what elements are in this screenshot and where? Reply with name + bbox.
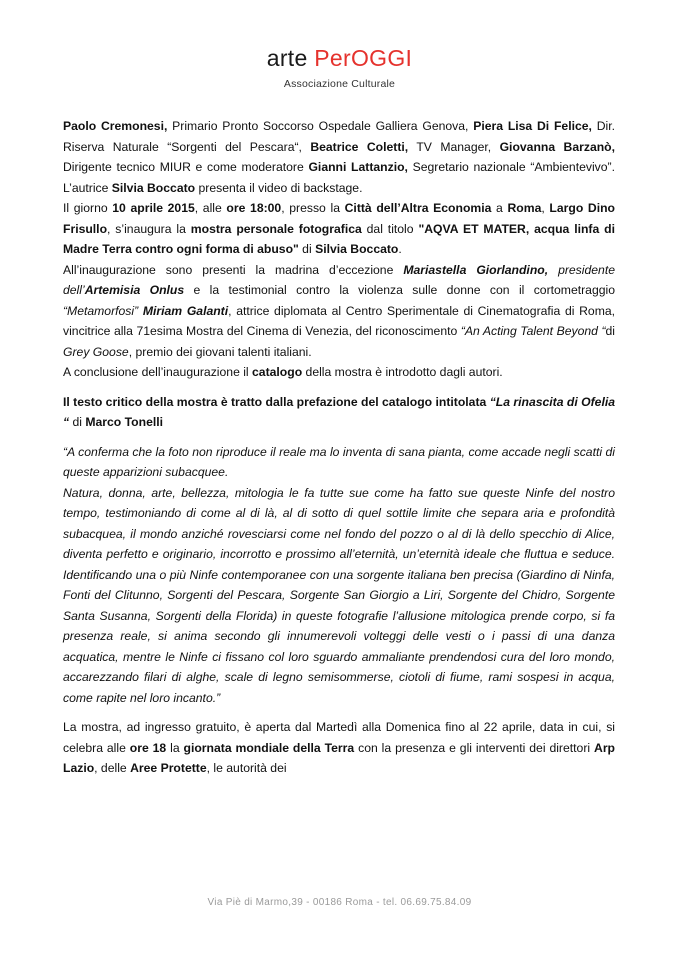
sponsor-name: Grey Goose: [63, 344, 129, 359]
author-name: Silvia Boccato: [111, 180, 196, 195]
exhibition-title: "AQVA ET MATER, acqua linfa di Madre Terra contro ogni forma di abuso": [63, 221, 615, 256]
text-span: , alle: [194, 201, 227, 215]
text-span: con la presenza e gli interventi dei direttori: [354, 740, 595, 755]
organization-name: Arp Lazio: [63, 740, 616, 775]
author-name: Silvia Boccato: [315, 242, 399, 256]
text-span: TV Manager,: [408, 139, 500, 154]
letterhead-subtitle: Associazione Culturale: [283, 78, 396, 90]
text-span: della mostra è introdotto dagli autori.: [302, 365, 503, 379]
catalog-term: catalogo: [252, 365, 303, 379]
speaker-name: Piera Lisa Di Felice,: [473, 119, 592, 133]
critic-name: Marco Tonelli: [85, 415, 164, 429]
speaker-name: Giovanna Barzanò,: [499, 139, 615, 154]
guest-name: Mariastella Giorlandino,: [403, 262, 549, 277]
text-span: A conclusione dell’inaugurazione il: [63, 365, 253, 379]
text-span: Dirigente tecnico MIUR e come moderatore: [63, 160, 309, 174]
logo: [0, 44, 679, 72]
paragraph-speakers: [63, 116, 615, 198]
paragraph-catalog: [63, 362, 615, 383]
paragraph-opening-hours: [63, 717, 615, 779]
guest-name: Miriam Galanti: [142, 303, 229, 318]
event-name: giornata mondiale della Terra: [183, 740, 355, 755]
quote-text: Natura, donna, arte, bellezza, mitologia le fa tutte sue come ha fatto sue queste Ninfe del nostro tempo, testimoniando di come al di là, al di sotto di quel sottile limite che separa aria e profondità subacquea, il mondo anziché rovesciarsi come nel fondo del pozzo o al di là dello specchio di Alice, diventa perfetto e originario, incorrotto e prossimo all’eternità, un’eternità ideale che fluttua e seduce. Identificando una o più Ninfe contemporanee con una sorgente italiana ben precisa (Giardino di Ninfa, Fonti del Clitunno, Sorgenti del Pescara, Sorgente San Giorgio a Liri, Sorgente del Chidro, Sorgente Santa Susanna, Sorgenti della Florida) in queste fotografie l’allusione mitologica prende corpo, si fa presenza reale, si anima secondo gli innumerevoli volteggi delle vesti o i passi di una danza acquatica, mentre le Ninfe ci fissano col loro sguardo ammaliante prendendosi cura del loro mondo, accarezzando filari di alghe, scale di legno semisommerse, ciotoli di fiume, rami sospesi in acqua, come rapite nel loro incanto.”: [63, 485, 615, 705]
text-span: ,: [541, 201, 550, 215]
preface-title: “La rinascita di Ofelia “: [63, 394, 615, 429]
quote-text: “A conferma che la foto non riproduce il reale ma lo inventa di sana pianta, come accade negli scatti di queste apparizioni subacquee.: [63, 444, 615, 479]
logo-text-per: Per: [314, 45, 351, 71]
speaker-name: Beatrice Coletti,: [310, 139, 409, 154]
text-span: la: [166, 740, 184, 755]
award-name: “An Acting Talent Beyond “: [460, 324, 606, 338]
logo-text-oggi: OGGI: [350, 45, 413, 71]
quote-paragraph-2: [63, 483, 615, 709]
text-span: Il giorno: [63, 201, 113, 215]
text-span: di: [69, 415, 86, 429]
text-span: .: [398, 242, 402, 256]
quote-paragraph-1: [63, 442, 615, 483]
text-span: di: [605, 324, 616, 338]
text-span: , s’inaugura la: [107, 221, 191, 236]
organization-name: Aree Protette: [130, 761, 207, 775]
letterhead: [0, 44, 679, 90]
text-span: Segretario nazionale “Ambientevivo”. L’autrice: [63, 160, 615, 195]
text-span: Dir. Riserva Naturale “Sorgenti del Pescara“,: [63, 119, 615, 154]
text-span: , presso la: [281, 201, 345, 215]
text-span: Primario Pronto Soccorso Ospedale Galliera Genova,: [167, 119, 474, 133]
event-time: ore 18: [129, 740, 167, 755]
logo-text-arte: arte: [266, 45, 315, 71]
text-span: e la testimonial contro la violenza sulle donne con il cortometraggio: [184, 283, 616, 297]
text-span: , premio dei giovani talenti italiani.: [128, 344, 312, 359]
speaker-name: Paolo Cremonesi,: [63, 119, 168, 133]
paragraph-guests: [63, 260, 615, 363]
footer-address: Via Piè di Marmo,39 - 00186 Roma - tel. 06.69.75.84.09: [207, 897, 472, 908]
paragraph-inauguration: [63, 198, 615, 260]
film-title: “Metamorfosi”: [63, 303, 139, 318]
text-span: Il testo critico della mostra è tratto dalla prefazione del catalogo intitolata: [63, 394, 490, 409]
speaker-name: Gianni Lattanzio,: [308, 160, 408, 174]
text-span: presenta il video di backstage.: [195, 180, 363, 195]
paragraph-critical-text: [63, 392, 615, 433]
exhibition-type: mostra personale fotografica: [190, 221, 362, 236]
text-span: presidente dell’: [63, 262, 615, 297]
text-span: La mostra, ad ingresso gratuito, è aperta dal Martedì alla Domenica fino al 22 aprile, data in cui, si celebra alle: [63, 720, 615, 755]
venue-address: Largo Dino Frisullo: [63, 201, 615, 236]
text-span: a: [491, 201, 508, 215]
organization-name: Artemisia Onlus: [84, 283, 185, 297]
text-span: , attrice diplomata al Centro Sperimentale di Cinematografia di Roma, vincitrice alla 71esima Mostra del Cinema di Venezia, del riconoscimento: [63, 303, 616, 338]
text-span: , delle: [94, 761, 131, 775]
event-date: 10 aprile 2015: [112, 201, 195, 215]
text-span: di: [298, 242, 316, 256]
text-span: dal titolo: [361, 221, 419, 236]
document-body: [63, 116, 615, 779]
text-span: All’inaugurazione sono presenti la madrina d’eccezione: [63, 262, 404, 277]
event-time: ore 18:00: [226, 201, 282, 215]
venue-name: Città dell’Altra Economia: [344, 201, 492, 215]
text-span: , le autorità dei: [206, 761, 287, 775]
city-name: Roma: [507, 201, 542, 215]
